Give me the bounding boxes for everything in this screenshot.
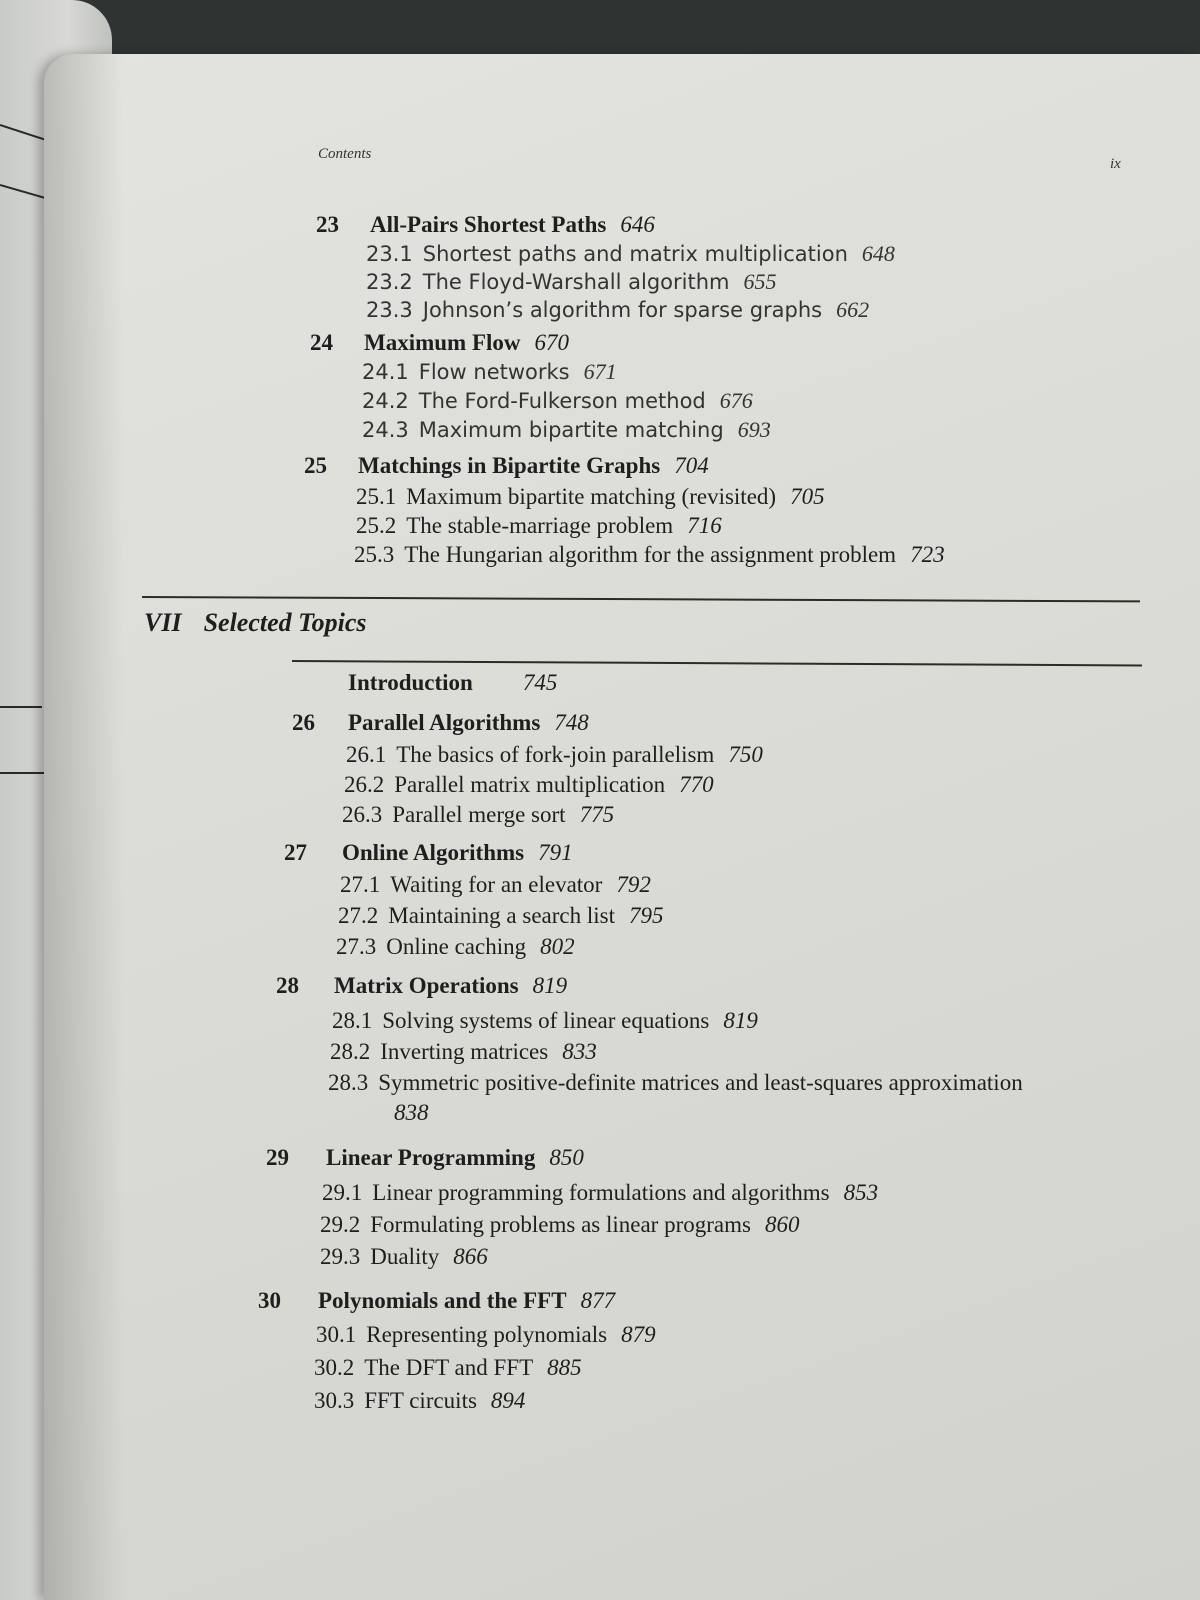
section-entry — [332, 1008, 758, 1034]
section-title: FFT circuits — [364, 1388, 477, 1413]
section-entry — [362, 417, 771, 443]
section-page: 866 — [453, 1244, 488, 1269]
section-number: 28.1 — [332, 1008, 373, 1033]
section-number: 23.2 — [366, 270, 413, 294]
section-entry — [320, 1244, 488, 1270]
chapter-title: Matrix Operations — [334, 973, 519, 998]
chapter-entry — [0, 330, 1200, 360]
section-page: 716 — [687, 513, 722, 538]
section-entry — [346, 742, 763, 768]
section-page: 879 — [621, 1322, 656, 1347]
section-entry — [328, 1070, 1023, 1096]
section-number: 25.1 — [356, 484, 397, 509]
section-title: The Ford-Fulkerson method — [418, 389, 706, 413]
section-entry — [316, 1322, 656, 1348]
section-title: Parallel matrix multiplication — [394, 772, 666, 797]
chapter-title: Maximum Flow — [364, 330, 521, 355]
chapter-entry — [0, 710, 1200, 740]
section-title: Maximum bipartite matching — [418, 418, 724, 442]
chapter-title: Matchings in Bipartite Graphs — [358, 453, 661, 478]
section-page-wrapped — [394, 1100, 429, 1126]
section-page: 853 — [843, 1180, 879, 1205]
chapter-entry — [0, 453, 1200, 483]
chapter-entry — [0, 1145, 1200, 1175]
section-page: 819 — [723, 1008, 758, 1033]
section-title: The stable-marriage problem — [406, 513, 674, 538]
section-number: 29.2 — [320, 1212, 361, 1237]
section-page: 662 — [836, 297, 870, 322]
section-entry — [366, 269, 776, 295]
section-entry — [356, 484, 825, 510]
chapter-title: All-Pairs Shortest Paths — [370, 212, 607, 237]
margin-mark — [0, 772, 48, 774]
section-number: 30.2 — [314, 1355, 355, 1380]
chapter-title: Polynomials and the FFT — [318, 1288, 567, 1313]
margin-mark — [0, 706, 42, 708]
chapter-page: 670 — [534, 330, 570, 355]
section-page: 655 — [743, 269, 777, 294]
section-page: 838 — [394, 1100, 429, 1125]
section-number: 28.3 — [328, 1070, 369, 1095]
chapter-page: 819 — [532, 973, 568, 998]
introduction-title: Introduction — [348, 670, 473, 695]
section-page: 894 — [490, 1388, 526, 1413]
section-number: 25.2 — [356, 513, 397, 538]
section-number: 30.1 — [316, 1322, 357, 1347]
section-title: Representing polynomials — [366, 1322, 608, 1347]
section-page: 676 — [719, 388, 753, 413]
section-title: Maintaining a search list — [388, 903, 615, 928]
section-entry — [336, 934, 575, 960]
section-page: 775 — [579, 802, 615, 827]
chapter-title: Linear Programming — [326, 1145, 536, 1170]
chapter-page: 877 — [580, 1288, 616, 1313]
introduction-entry — [348, 670, 557, 696]
section-entry — [322, 1180, 878, 1206]
section-number: 27.3 — [336, 934, 377, 959]
part-title: Selected Topics — [203, 608, 367, 637]
section-page: 648 — [861, 241, 895, 266]
chapter-number: 28 — [276, 973, 299, 998]
chapter-entry — [0, 840, 1200, 870]
section-title: Waiting for an elevator — [390, 872, 603, 897]
chapter-number: 26 — [292, 710, 315, 735]
running-head: Contents — [318, 146, 372, 162]
section-title: The DFT and FFT — [364, 1355, 534, 1380]
section-title: Johnson’s algorithm for sparse graphs — [422, 298, 823, 322]
section-number: 26.2 — [344, 772, 385, 797]
chapter-title: Online Algorithms — [342, 840, 525, 865]
section-page: 770 — [679, 772, 714, 797]
chapter-number: 30 — [258, 1288, 281, 1313]
section-page: 833 — [562, 1039, 597, 1064]
section-number: 25.3 — [354, 542, 395, 567]
part-numeral: VII — [144, 608, 182, 637]
part-heading — [144, 608, 367, 638]
section-title: Duality — [370, 1244, 440, 1269]
section-entry — [362, 359, 617, 385]
section-title: Inverting matrices — [380, 1039, 549, 1064]
section-entry — [344, 772, 714, 798]
section-entry — [342, 802, 614, 828]
section-page: 671 — [583, 359, 617, 384]
section-page: 705 — [790, 484, 825, 509]
chapter-page: 646 — [620, 212, 655, 237]
section-page: 860 — [764, 1212, 800, 1237]
section-number: 24.1 — [362, 360, 409, 384]
chapter-page: 850 — [549, 1145, 584, 1170]
chapter-page: 704 — [674, 453, 709, 478]
section-number: 23.3 — [366, 298, 413, 322]
section-number: 28.2 — [330, 1039, 371, 1064]
section-entry — [366, 297, 869, 323]
section-number: 26.3 — [342, 802, 383, 827]
section-entry — [340, 872, 651, 898]
chapter-entry — [0, 1288, 1200, 1318]
section-entry — [354, 542, 945, 568]
section-page: 693 — [737, 417, 771, 442]
introduction-page: 745 — [522, 670, 558, 695]
section-title: The Hungarian algorithm for the assignment problem — [404, 542, 897, 567]
section-title: Linear programming formulations and algorithms — [372, 1180, 830, 1205]
section-entry — [338, 903, 664, 929]
chapter-title: Parallel Algorithms — [348, 710, 541, 735]
section-entry — [366, 241, 895, 267]
chapter-number: 27 — [284, 840, 307, 865]
section-number: 26.1 — [346, 742, 387, 767]
page-number: ix — [1110, 156, 1121, 172]
section-number: 24.2 — [362, 389, 409, 413]
section-title: Online caching — [386, 934, 527, 959]
section-entry — [314, 1388, 525, 1414]
section-title: Maximum bipartite matching (revisited) — [406, 484, 777, 509]
section-entry — [314, 1355, 582, 1381]
chapter-number: 24 — [310, 330, 333, 355]
chapter-number: 25 — [304, 453, 327, 478]
gutter-shadow — [44, 54, 124, 1600]
section-page: 723 — [910, 542, 945, 567]
section-number: 27.1 — [340, 872, 381, 897]
section-title: Shortest paths and matrix multiplication — [422, 242, 848, 266]
section-title: Parallel merge sort — [392, 802, 566, 827]
section-number: 29.3 — [320, 1244, 361, 1269]
chapter-number: 23 — [316, 212, 339, 237]
section-page: 792 — [616, 872, 651, 897]
section-page: 795 — [629, 903, 664, 928]
section-title: Flow networks — [418, 360, 570, 384]
section-entry — [330, 1039, 597, 1065]
section-number: 27.2 — [338, 903, 379, 928]
section-number: 24.3 — [362, 418, 409, 442]
section-page: 750 — [728, 742, 763, 767]
section-entry — [362, 388, 753, 414]
chapter-entry — [0, 212, 1200, 242]
section-number: 29.1 — [322, 1180, 363, 1205]
section-number: 30.3 — [314, 1388, 355, 1413]
chapter-page: 748 — [554, 710, 589, 735]
section-title: Formulating problems as linear programs — [370, 1212, 751, 1237]
section-entry — [356, 513, 722, 539]
section-entry — [320, 1212, 799, 1238]
section-page: 885 — [547, 1355, 582, 1380]
chapter-entry — [0, 973, 1200, 1003]
chapter-page: 791 — [538, 840, 573, 865]
chapter-number: 29 — [266, 1145, 289, 1170]
section-title: Symmetric positive-definite matrices and least-squares approximation — [378, 1070, 1023, 1095]
section-number: 23.1 — [366, 242, 413, 266]
section-title: Solving systems of linear equations — [382, 1008, 710, 1033]
section-page: 802 — [540, 934, 575, 959]
section-title: The Floyd-Warshall algorithm — [422, 270, 730, 294]
section-title: The basics of fork-join parallelism — [396, 742, 715, 767]
